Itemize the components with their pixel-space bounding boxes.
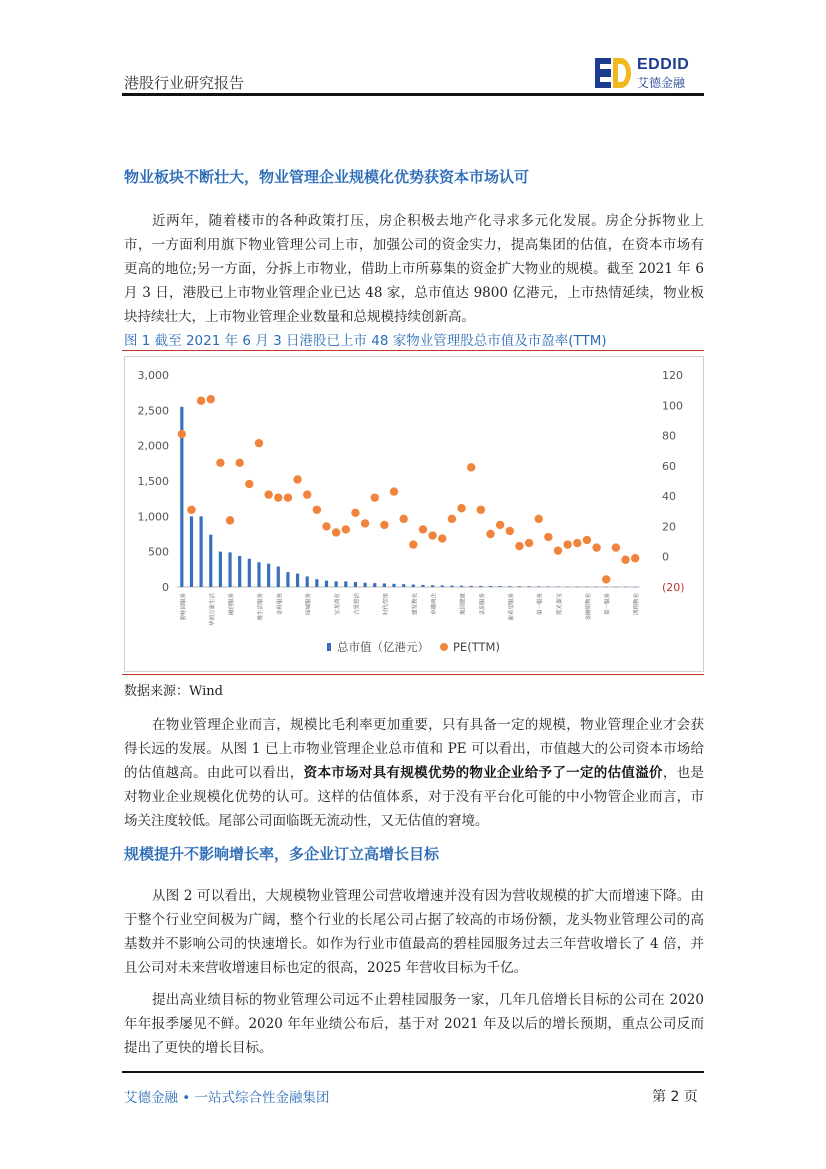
- pe-point: [544, 533, 552, 541]
- market-cap-bar: [556, 587, 559, 588]
- market-cap-bar: [200, 516, 203, 587]
- x-tick-label: 卓越商企: [431, 593, 438, 616]
- x-tick-label: 蓝光嘉宝: [557, 593, 564, 616]
- y-right-tick-label: 0: [662, 550, 669, 564]
- market-cap-pe-chart: [125, 357, 703, 671]
- x-tick-label: 金科服务: [277, 593, 284, 616]
- figure-title: 图 1 截至 2021 年 6 月 3 日港股已上市 48 家物业管理股总市值及市盈率(TTM): [124, 333, 607, 349]
- pe-point: [313, 506, 321, 514]
- market-cap-bar: [373, 583, 376, 587]
- y-right-tick-label: 60: [662, 459, 676, 473]
- market-cap-bar: [460, 586, 463, 587]
- pe-point: [226, 516, 234, 524]
- y-left-tick-label: 1,000: [137, 510, 169, 524]
- x-tick-label: 碧桂园服务: [180, 593, 187, 621]
- pe-point: [274, 493, 282, 501]
- pe-point: [303, 490, 311, 498]
- page-number: 第 2 页: [652, 1089, 698, 1105]
- legend-pe-swatch: [440, 643, 448, 651]
- pe-point: [197, 397, 205, 405]
- market-cap-bar: [306, 576, 309, 587]
- x-tick-label: 宝龙商业: [335, 593, 342, 616]
- paragraph-2-text-a: 在物业管理企业而言，规模比毛利率更加重要，只有具备一定的规模，物业管理企业才会获得长远的发展。从图 1 已上市物业管理企业总市值和 PE 可以看出，市值越大的公司资本市场给的估值越高。由此可以看出，: [124, 717, 704, 781]
- eddid-logo: [595, 56, 705, 90]
- market-cap-bar: [537, 586, 540, 587]
- pe-point: [361, 519, 369, 527]
- market-cap-bar: [518, 586, 521, 587]
- x-tick-label: 华润万象生活: [209, 593, 216, 627]
- legend-pe-label: PE(TTM): [453, 640, 500, 654]
- pe-point: [554, 546, 562, 554]
- y-right-tick-label: 20: [662, 520, 676, 534]
- pe-point: [342, 525, 350, 533]
- pe-point: [515, 542, 523, 550]
- market-cap-bar: [267, 564, 270, 587]
- pe-point: [486, 530, 494, 538]
- x-tick-label: 融创服务: [229, 593, 236, 616]
- pe-point: [621, 556, 629, 564]
- figure-top-rule: [122, 350, 704, 351]
- market-cap-bar: [248, 559, 251, 587]
- market-cap-bar: [508, 586, 511, 587]
- x-tick-label: 建发物业: [412, 593, 419, 616]
- y-left-tick-label: 0: [162, 581, 169, 594]
- market-cap-bar: [450, 586, 453, 587]
- report-title: 港股行业研究报告: [124, 74, 245, 92]
- pe-point: [284, 493, 292, 501]
- x-tick-label: 合景悠活: [354, 593, 361, 616]
- pe-point: [351, 509, 359, 517]
- paragraph-3: 从图 2 可以看出，大规模物业管理公司营收增速并没有因为营收规模的扩大而增速下降。由于整个行业空间极为广阔，整个行业的长尾公司占据了较高的市场份额，龙头物业管理公司的高基数并不影响公司的快速增长。如作为行业市值最高的碧桂园服务过去三年营收增长了 4 倍，并且公司对未来营收增速目标也定的很高，2025 年营收目标为千亿。: [124, 888, 704, 976]
- y-right-tick-label: 120: [662, 369, 683, 382]
- x-tick-label: 绿城服务: [306, 593, 313, 616]
- market-cap-bar: [527, 586, 530, 587]
- market-cap-bar: [286, 572, 289, 587]
- pe-point: [448, 515, 456, 523]
- pe-point: [535, 515, 543, 523]
- market-cap-bar: [585, 587, 588, 588]
- market-cap-bar: [383, 583, 386, 587]
- pe-point: [235, 459, 243, 467]
- pe-point: [631, 554, 639, 562]
- y-left-tick-label: 500: [148, 545, 169, 559]
- market-cap-bar: [431, 585, 434, 587]
- paragraph-2-text-b: ，也是对物业企业规模化优势的认可。这样的估值体系，对于没有平台化可能的中小物管企业而言，市场关注度较低。尾部公司面临既无流动性，又无估值的窘境。: [124, 765, 705, 829]
- market-cap-bar: [190, 516, 193, 587]
- header-divider: [122, 93, 704, 96]
- logo-text-cn: 艾德金融: [637, 76, 686, 90]
- pe-point: [207, 395, 215, 403]
- logo-text-en: EDDID: [637, 56, 690, 73]
- y-left-tick-label: 2,000: [137, 439, 169, 453]
- paragraph-2-bold: 资本市场对具有规模优势的物业企业给予了一定的估值溢价: [303, 765, 663, 781]
- legend-bar-label: 总市值（亿港元）: [337, 640, 429, 654]
- market-cap-bar: [296, 574, 299, 587]
- market-cap-bar: [421, 585, 424, 587]
- market-cap-bar: [335, 581, 338, 587]
- market-cap-bar: [228, 552, 231, 587]
- pe-point: [438, 534, 446, 542]
- market-cap-bar: [547, 586, 550, 587]
- footer-slogan: 艾德金融 • 一站式综合性金融集团: [124, 1090, 330, 1106]
- market-cap-bar: [363, 583, 366, 587]
- paragraph-1: 近两年，随着楼市的各种政策打压，房企积极去地产化寻求多元化发展。房企分拆物业上市，一方面利用旗下物业管理公司上市，加强公司的资金实力，提高集团的估值，在资本市场有更高的地位;另一方面，分拆上市物业，借助上市所募集的资金扩大物业的规模。截至 2021 年 6 月 3 日，港股已上市物业管理企业已达 48 家，总市值达 9800 亿港元，上市热情延续，物业板块持续壮大，上市物业管理企业数量和总规模持续创新高。: [124, 213, 704, 325]
- pe-point: [602, 575, 610, 583]
- paragraph-2: [124, 713, 704, 833]
- pe-point: [216, 459, 224, 467]
- y-right-tick-label: (20): [662, 581, 685, 594]
- market-cap-bar: [614, 587, 617, 588]
- market-cap-bar: [344, 581, 347, 587]
- pe-point: [390, 487, 398, 495]
- pe-point: [563, 540, 571, 548]
- market-cap-bar: [277, 567, 280, 587]
- pe-point: [245, 480, 253, 488]
- market-cap-bar: [595, 587, 598, 588]
- pe-point: [496, 521, 504, 529]
- pe-point: [592, 543, 600, 551]
- pe-point: [178, 430, 186, 438]
- pe-point: [255, 439, 263, 447]
- pe-point: [457, 504, 465, 512]
- x-tick-label: 新希望服务: [508, 593, 515, 621]
- pe-point: [371, 493, 379, 501]
- x-tick-label: 弘阳服务: [479, 593, 486, 616]
- market-cap-bar: [499, 586, 502, 587]
- pe-point: [332, 528, 340, 536]
- market-cap-bar: [325, 581, 328, 587]
- market-cap-bar: [392, 584, 395, 587]
- market-cap-bar: [209, 535, 212, 587]
- market-cap-bar: [566, 587, 569, 588]
- pe-point: [187, 506, 195, 514]
- y-right-tick-label: 80: [662, 429, 676, 443]
- pe-point: [399, 515, 407, 523]
- pe-point: [477, 506, 485, 514]
- x-tick-label: 鸿翔物业: [634, 593, 641, 616]
- pe-point: [525, 539, 533, 547]
- market-cap-bar: [441, 585, 444, 587]
- market-cap-bar: [257, 562, 260, 587]
- section-heading-1: 物业板块不断壮大，物业管理企业规模化优势获资本市场认可: [124, 168, 530, 186]
- market-cap-bar: [605, 587, 608, 588]
- pe-point: [573, 539, 581, 547]
- pe-point: [419, 525, 427, 533]
- market-cap-bar: [354, 582, 357, 587]
- x-tick-label: 金融街物业: [585, 593, 592, 621]
- market-cap-bar: [634, 587, 637, 588]
- chart-frame: [124, 356, 704, 672]
- footer-divider: [122, 1071, 704, 1073]
- pe-point: [467, 463, 475, 471]
- pe-point: [380, 521, 388, 529]
- pe-point: [583, 536, 591, 544]
- y-left-tick-label: 2,500: [137, 404, 169, 418]
- x-tick-label: 第一服务: [537, 593, 544, 616]
- pe-point: [409, 540, 417, 548]
- pe-point: [322, 522, 330, 530]
- market-cap-bar: [219, 552, 222, 587]
- market-cap-bar: [315, 579, 318, 587]
- market-cap-bar: [402, 584, 405, 587]
- market-cap-bar: [624, 587, 627, 588]
- pe-point: [428, 531, 436, 539]
- y-left-tick-label: 3,000: [137, 369, 169, 382]
- market-cap-bar: [489, 586, 492, 587]
- pe-point: [612, 543, 620, 551]
- market-cap-bar: [576, 587, 579, 588]
- y-left-tick-label: 1,500: [137, 475, 169, 488]
- market-cap-bar: [479, 586, 482, 587]
- data-source: 数据来源：Wind: [124, 684, 223, 699]
- x-tick-label: 第一服务: [605, 593, 612, 616]
- x-tick-label: 时代邻里: [383, 593, 390, 616]
- market-cap-bar: [470, 586, 473, 587]
- paragraph-4: 提出高业绩目标的物业管理公司远不止碧桂园服务一家，几年几倍增长目标的公司在 2020 年年报季屡见不鲜。2020 年年业绩公布后，基于对 2021 年及以后的增长预期，重点公司反而提出了更快的增长目标。: [124, 992, 704, 1056]
- pe-point: [506, 527, 514, 535]
- market-cap-bar: [412, 585, 415, 587]
- pe-point: [264, 490, 272, 498]
- legend-bar-swatch: [327, 643, 331, 651]
- x-tick-label: 雅生活服务: [257, 593, 264, 621]
- eddid-logo-icon: [595, 58, 631, 88]
- pe-point: [293, 475, 301, 483]
- y-right-tick-label: 100: [662, 399, 683, 413]
- figure-bottom-rule: [122, 674, 704, 675]
- y-right-tick-label: 40: [662, 490, 676, 504]
- section-heading-2: 规模提升不影响增长率，多企业订立高增长目标: [124, 845, 440, 863]
- x-tick-label: 奥园健康: [460, 593, 467, 616]
- market-cap-bar: [238, 556, 241, 587]
